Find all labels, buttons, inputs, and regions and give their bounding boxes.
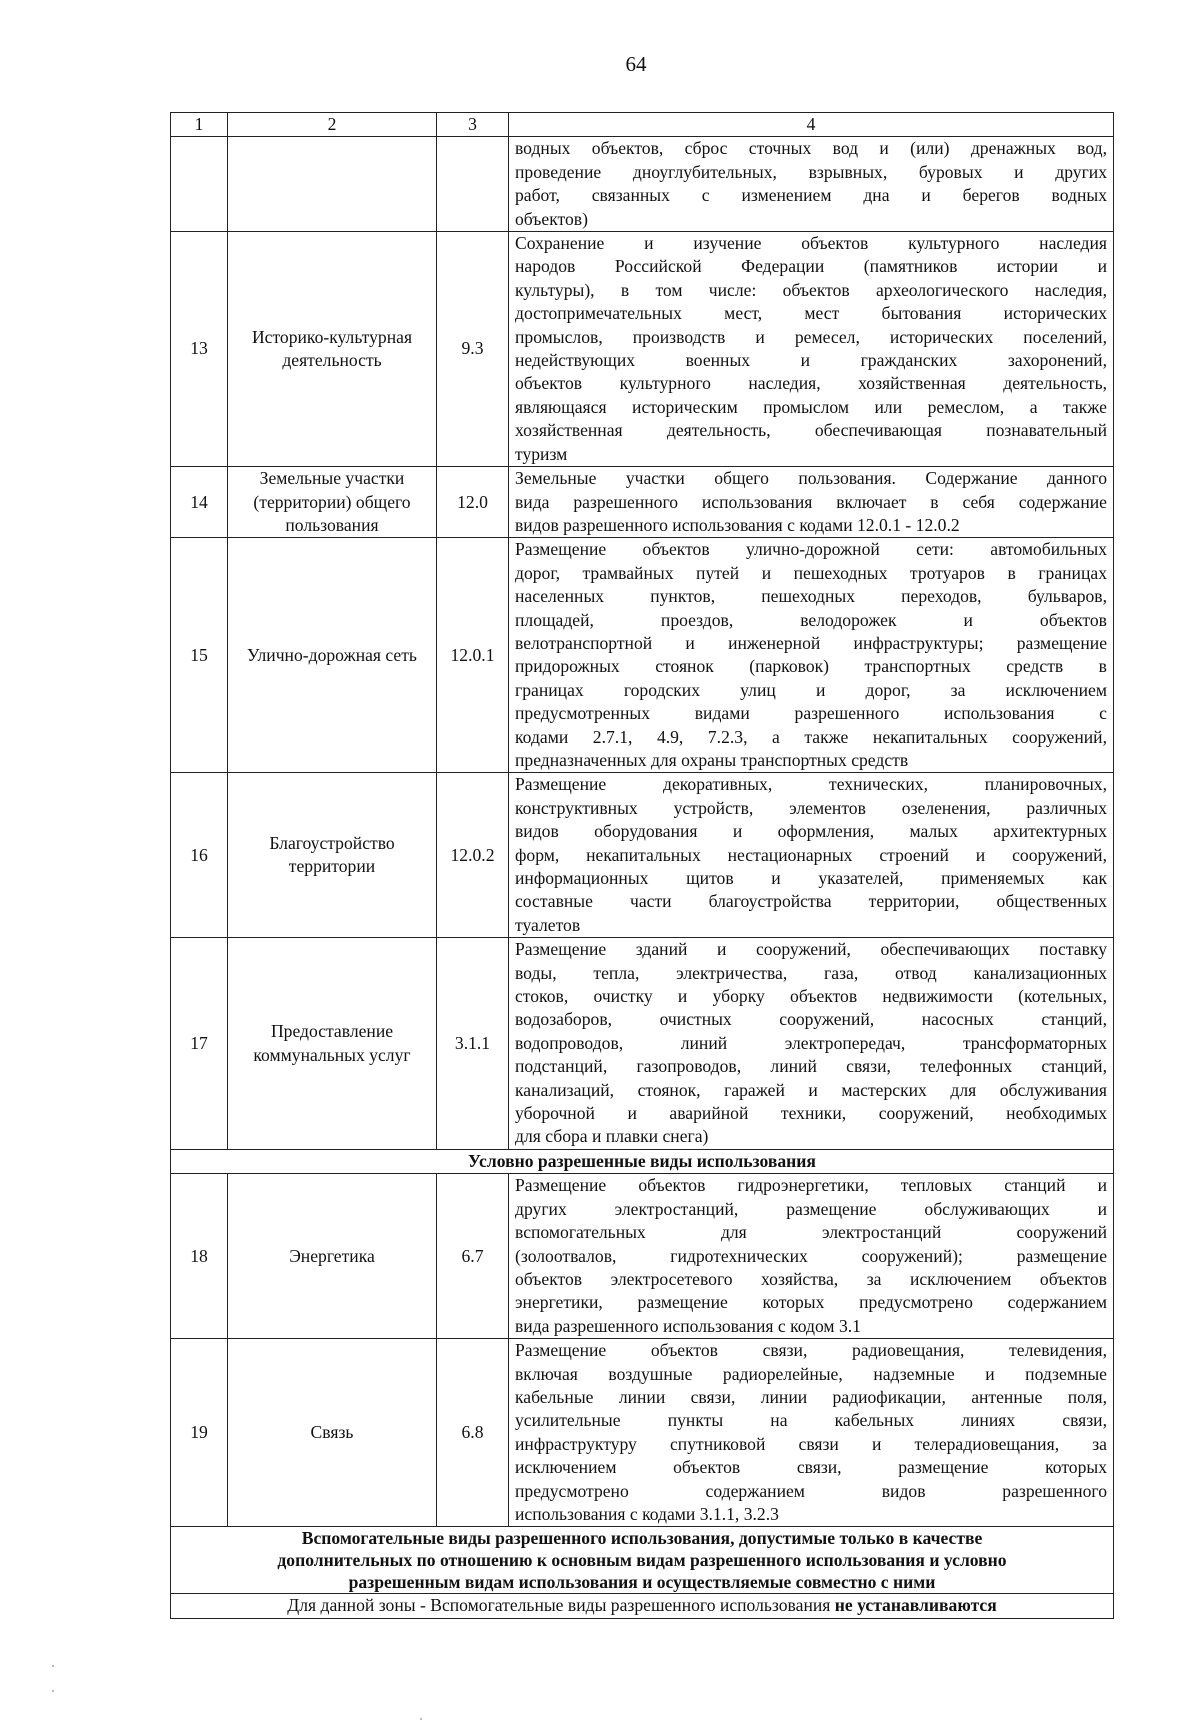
auxiliary-heading-line: дополнительных по отношению к основным видам разрешенного использования и условно <box>277 1550 1007 1571</box>
table-row <box>171 137 1114 232</box>
table-row <box>171 1174 1114 1339</box>
description-line: исключением объектов связи, размещение которых <box>515 1457 1107 1478</box>
description-line: инфраструктуру спутниковой связи и телерадиовещания, за <box>515 1433 1107 1454</box>
description-line: водных объектов, сброс сточных вод и (или) дренажных вод, <box>515 138 1107 159</box>
description-line: канализаций, стоянок, гаражей и мастерских для обслуживания <box>515 1079 1107 1100</box>
description-line: предусмотренных видами разрешенного использования с <box>515 703 1107 724</box>
description-line: для сбора и плавки снега) <box>515 1126 709 1147</box>
scan-speck <box>52 1690 54 1692</box>
row-use-code: 3.1.1 <box>437 938 509 1150</box>
description-line: туризм <box>515 443 568 464</box>
row-number: 17 <box>171 938 228 1150</box>
scan-speck <box>420 1718 422 1720</box>
description-line: хозяйственная деятельность, обеспечивающая познавательный <box>515 420 1107 441</box>
description-line: велотранспортной и инженерной инфраструктуры; размещение <box>515 632 1107 653</box>
description-line: работ, связанных с изменением дна и берегов водных <box>515 185 1107 206</box>
description-line: составные части благоустройства территории, общественных <box>515 891 1107 912</box>
description-line: стоков, очистку и уборку объектов недвижимости (котельных, <box>515 986 1107 1007</box>
row-number: 14 <box>171 467 228 538</box>
description-line: уборочной и аварийной техники, сооружений, необходимых <box>515 1103 1107 1124</box>
row-use-code: 6.8 <box>437 1339 509 1527</box>
table-row <box>171 1339 1114 1527</box>
auxiliary-section <box>171 1527 1114 1618</box>
description-line: форм, некапитальных нестационарных строений и сооружений, <box>515 844 1107 865</box>
row-description <box>509 137 1114 232</box>
row-use-name: Предоставление коммунальных услуг <box>228 938 437 1150</box>
conditional-rows <box>171 1174 1114 1527</box>
description-line: населенных пунктов, пешеходных переходов, бульваров, <box>515 586 1107 607</box>
description-line: включая воздушные радиорелейные, надземные и подземные <box>515 1363 1107 1384</box>
row-description <box>509 773 1114 938</box>
description-line: недействующих военных и гражданских захоронений, <box>515 350 1107 371</box>
description-line: Сохранение и изучение объектов культурного наследия <box>515 233 1107 254</box>
description-line: вида разрешенного использования с кодом 3.1 <box>515 1315 861 1336</box>
land-use-table <box>170 112 1114 1619</box>
row-use-code: 12.0.1 <box>437 538 509 773</box>
description-line: энергетики, размещение которых предусмотрено содержанием <box>515 1292 1107 1313</box>
auxiliary-heading <box>171 1527 1114 1594</box>
description-line: Размещение объектов улично-дорожной сети: автомобильных <box>515 539 1107 560</box>
row-description <box>509 1174 1114 1339</box>
conditional-section <box>171 1149 1114 1173</box>
row-use-code: 6.7 <box>437 1174 509 1339</box>
header-col-2: 2 <box>228 113 437 137</box>
header-col-4: 4 <box>509 113 1114 137</box>
table-row <box>171 938 1114 1150</box>
header-col-1: 1 <box>171 113 228 137</box>
final-note-bold: не устанавливаются <box>834 1595 997 1616</box>
row-use-name: Историко-культурная деятельность <box>228 232 437 467</box>
description-line: придорожных стоянок (парковок) транспортных средств в <box>515 656 1107 677</box>
row-use-name: Энергетика <box>228 1174 437 1339</box>
table-row <box>171 467 1114 538</box>
row-use-code: 12.0.2 <box>437 773 509 938</box>
auxiliary-heading-line: разрешенным видам использования и осуществляемые совместно с ними <box>348 1572 936 1593</box>
description-line: туалетов <box>515 914 581 935</box>
description-line: (золоотвалов, гидротехнических сооружений); размещение <box>515 1245 1107 1266</box>
description-line: площадей, проездов, велодорожек и объектов <box>515 609 1107 630</box>
row-number <box>171 137 228 232</box>
row-number: 16 <box>171 773 228 938</box>
row-use-code: 12.0 <box>437 467 509 538</box>
description-line: воды, тепла, электричества, газа, отвод канализационных <box>515 962 1107 983</box>
row-number: 13 <box>171 232 228 467</box>
description-line: достопримечательных мест, мест бытования исторических <box>515 303 1107 324</box>
table-row <box>171 232 1114 467</box>
header-row <box>171 113 1114 137</box>
row-number: 19 <box>171 1339 228 1527</box>
description-line: Размещение объектов связи, радиовещания, телевидения, <box>515 1340 1107 1361</box>
description-line: Размещение декоративных, технических, планировочных, <box>515 774 1107 795</box>
main-rows <box>171 137 1114 1149</box>
description-line: предусмотрено содержанием видов разрешенного <box>515 1480 1107 1501</box>
description-line: усилительные пункты на кабельных линиях связи, <box>515 1410 1107 1431</box>
row-use-name: Земельные участки (территории) общего пользования <box>228 467 437 538</box>
description-line: границах городских улиц и дорог, за исключением <box>515 679 1107 700</box>
description-line: Земельные участки общего пользования. Содержание данного <box>515 468 1107 489</box>
page-number: 64 <box>625 52 647 76</box>
final-note <box>171 1594 1114 1618</box>
row-number: 18 <box>171 1174 228 1339</box>
description-line: являющаяся историческим промыслом или ремеслом, а также <box>515 396 1107 417</box>
description-line: культуры), в том числе: объектов археологического наследия, <box>515 279 1107 300</box>
description-line: вспомогательных для электростанций сооружений <box>515 1222 1107 1243</box>
row-description <box>509 538 1114 773</box>
description-line: объектов электросетевого хозяйства, за исключением объектов <box>515 1268 1107 1289</box>
header-col-3: 3 <box>437 113 509 137</box>
description-line: объектов культурного наследия, хозяйственная деятельность, <box>515 373 1107 394</box>
row-description <box>509 467 1114 538</box>
description-line: водопроводов, линий электропередач, трансформаторных <box>515 1032 1107 1053</box>
description-line: народов Российской Федерации (памятников истории и <box>515 256 1107 277</box>
row-use-code <box>437 137 509 232</box>
description-line: объектов) <box>515 208 588 229</box>
scan-speck <box>52 1665 54 1667</box>
description-line: других электростанций, размещение обслуживающих и <box>515 1198 1107 1219</box>
row-description <box>509 1339 1114 1527</box>
conditional-heading: Условно разрешенные виды использования <box>171 1149 1114 1173</box>
row-use-code: 9.3 <box>437 232 509 467</box>
final-note-text: Для данной зоны - Вспомогательные виды разрешенного использования <box>287 1595 831 1616</box>
description-line: проведение дноуглубительных, взрывных, буровых и других <box>515 161 1107 182</box>
description-line: информационных щитов и указателей, применяемых как <box>515 868 1107 888</box>
description-line: Размещение объектов гидроэнергетики, тепловых станций и <box>515 1175 1107 1196</box>
row-use-name <box>228 137 437 232</box>
row-use-name: Благоустройство территории <box>228 773 437 938</box>
description-line: использования с кодами 3.1.1, 3.2.3 <box>515 1503 779 1524</box>
description-line: промыслов, производств и ремесел, исторических поселений, <box>515 326 1107 347</box>
description-line: кабельные линии связи, линии радиофикации, антенные поля, <box>515 1386 1107 1407</box>
description-line: вида разрешенного использования включает в себя содержание <box>515 491 1107 512</box>
description-line: видов оборудования и оформления, малых архитектурных <box>515 821 1107 842</box>
auxiliary-heading-line: Вспомогательные виды разрешенного использования, допустимые только в качестве <box>301 1528 983 1549</box>
row-description <box>509 938 1114 1150</box>
description-line: предназначенных для охраны транспортных средств <box>515 749 909 770</box>
description-line: дорог, трамвайных путей и пешеходных тротуаров в границах <box>515 562 1107 583</box>
row-number: 15 <box>171 538 228 773</box>
description-line: конструктивных устройств, элементов озеленения, различных <box>515 797 1107 818</box>
row-description <box>509 232 1114 467</box>
table-row <box>171 538 1114 773</box>
table-row <box>171 773 1114 938</box>
description-line: подстанций, газопроводов, линий связи, телефонных станций, <box>515 1056 1107 1077</box>
description-line: кодами 2.7.1, 4.9, 7.2.3, а также некапитальных сооружений, <box>515 726 1107 747</box>
final-note-row <box>171 1594 1114 1618</box>
auxiliary-heading-row <box>171 1527 1114 1594</box>
description-line: водозаборов, очистных сооружений, насосных станций, <box>515 1009 1107 1030</box>
conditional-heading-row <box>171 1149 1114 1173</box>
description-line: видов разрешенного использования с кодами 12.0.1 - 12.0.2 <box>515 514 960 535</box>
row-use-name: Связь <box>228 1339 437 1527</box>
description-line: Размещение зданий и сооружений, обеспечивающих поставку <box>515 939 1107 960</box>
row-use-name: Улично-дорожная сеть <box>228 538 437 773</box>
